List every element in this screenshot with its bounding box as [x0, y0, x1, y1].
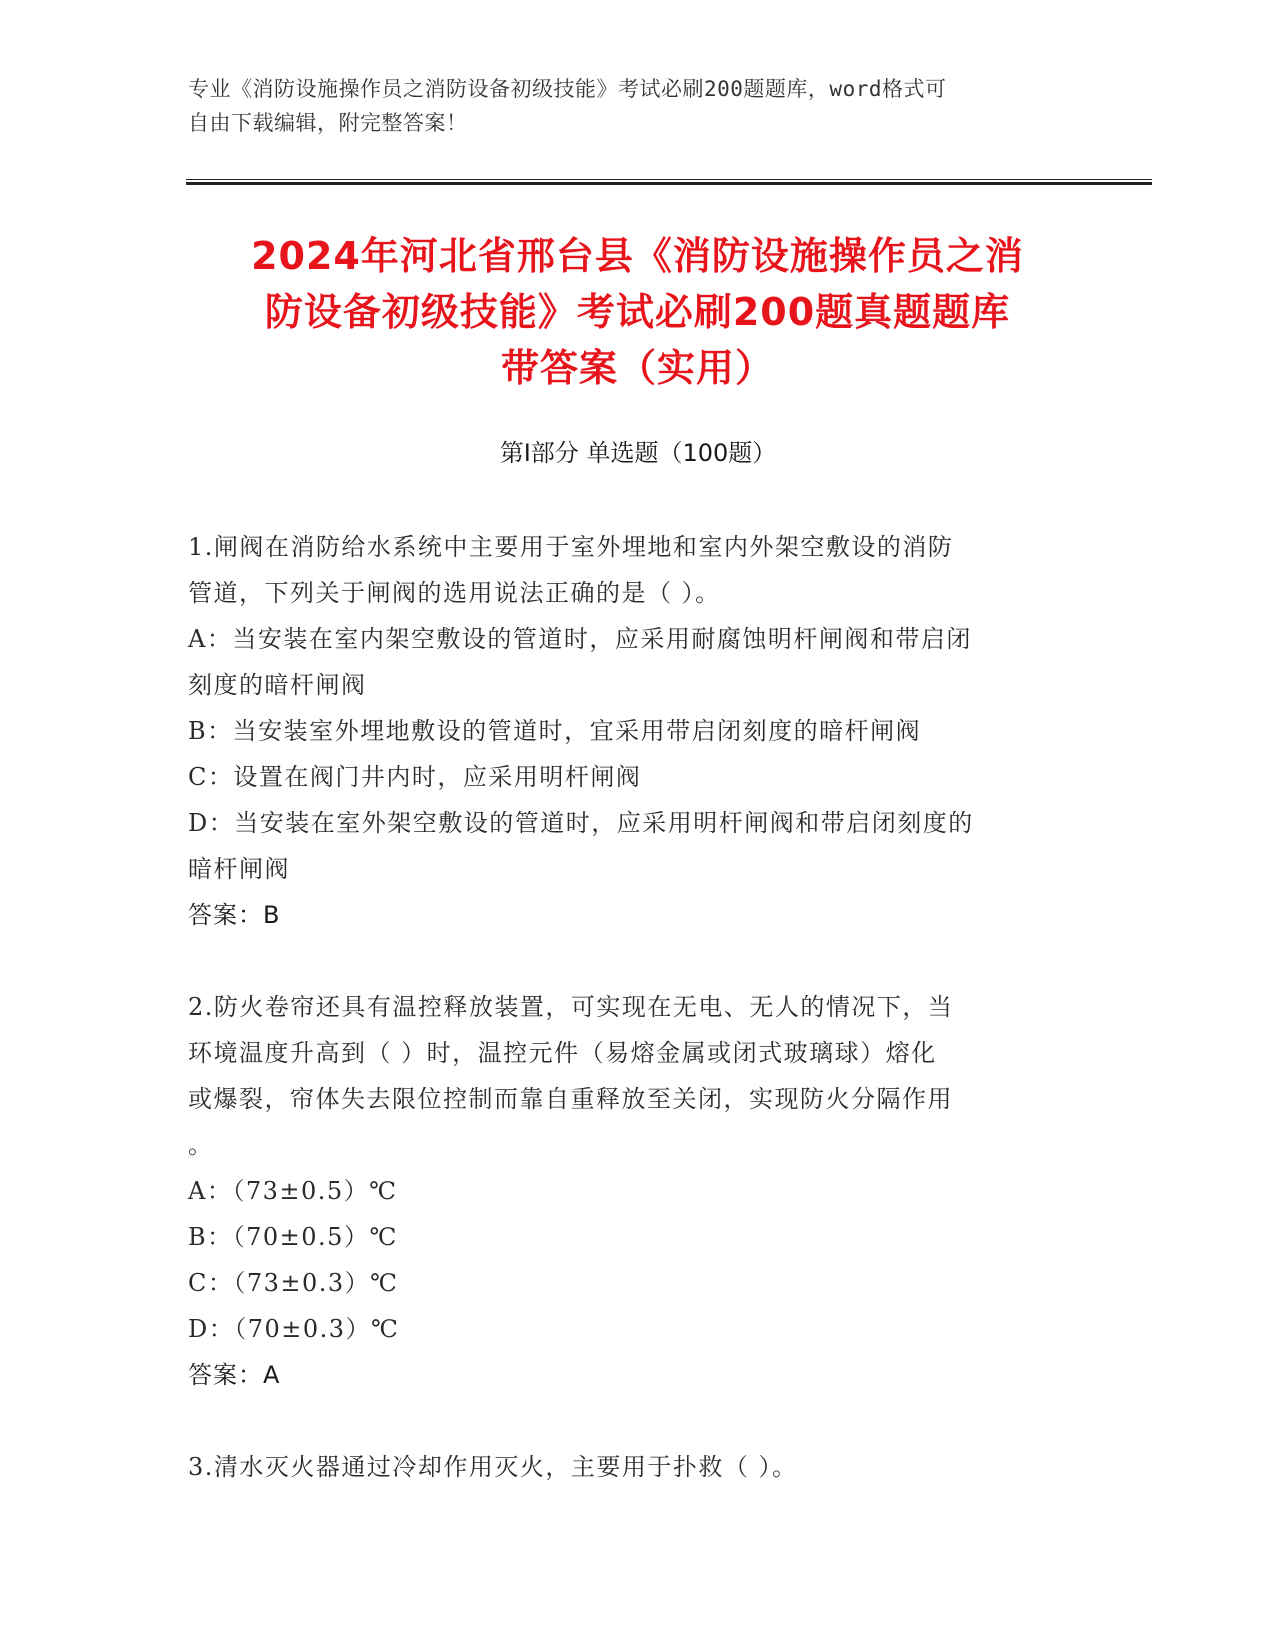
question-list — [188, 524, 1088, 1536]
option-line: B：（70±0.5）℃ — [188, 1223, 398, 1251]
header-divider-thick — [186, 182, 1152, 185]
question-stem-line: 管道，下列关于闸阀的选用说法正确的是（ ）。 — [188, 579, 721, 607]
header-divider-thin — [186, 179, 1152, 180]
question-stem-line: 3.清水灭火器通过冷却作用灭火，主要用于扑救（ ）。 — [188, 1453, 798, 1481]
option-line: A：（73±0.5）℃ — [188, 1177, 398, 1205]
title-line-1: 2024年河北省邢台县《消防设施操作员之消 — [251, 234, 1024, 278]
document-title — [140, 228, 1135, 396]
title-line-3: 带答案（实用） — [500, 346, 774, 390]
header-note-line-1: 专业《消防设施操作员之消防设备初级技能》考试必刷200题题库，word格式可 — [188, 77, 947, 101]
option-line: 刻度的暗杆闸阀 — [188, 671, 367, 699]
section-title: 第Ⅰ部分 单选题（100题） — [499, 439, 777, 467]
question-1 — [188, 524, 1088, 938]
answer-line: 答案：B — [188, 901, 281, 929]
question-stem-line: 。 — [188, 1131, 214, 1159]
option-line: D：（70±0.3）℃ — [188, 1315, 400, 1343]
question-stem-line: 2.防火卷帘还具有温控释放装置，可实现在无电、无人的情况下，当 — [188, 993, 954, 1021]
option-line: A：当安装在室内架空敷设的管道时，应采用耐腐蚀明杆闸阀和带启闭 — [188, 625, 972, 653]
question-2 — [188, 984, 1088, 1398]
option-line: C：（73±0.3）℃ — [188, 1269, 399, 1297]
title-line-2: 防设备初级技能》考试必刷200题真题题库 — [264, 290, 1011, 334]
header-note — [188, 72, 1088, 140]
question-stem-line: 1.闸阀在消防给水系统中主要用于室外埋地和室内外架空敷设的消防 — [188, 533, 954, 561]
answer-line: 答案：A — [188, 1361, 281, 1389]
option-line: B：当安装室外埋地敷设的管道时，宜采用带启闭刻度的暗杆闸阀 — [188, 717, 922, 745]
option-line: D：当安装在室外架空敷设的管道时，应采用明杆闸阀和带启闭刻度的 — [188, 809, 974, 837]
option-line: 暗杆闸阀 — [188, 855, 290, 883]
question-stem-line: 或爆裂，帘体失去限位控制而靠自重释放至关闭，实现防火分隔作用 — [188, 1085, 953, 1113]
option-line: C：设置在阀门井内时，应采用明杆闸阀 — [188, 763, 642, 791]
header-note-line-2: 自由下载编辑，附完整答案！ — [188, 111, 468, 135]
question-3 — [188, 1444, 1088, 1490]
question-stem-line: 环境温度升高到（ ）时，温控元件（易熔金属或闭式玻璃球）熔化 — [188, 1039, 937, 1067]
